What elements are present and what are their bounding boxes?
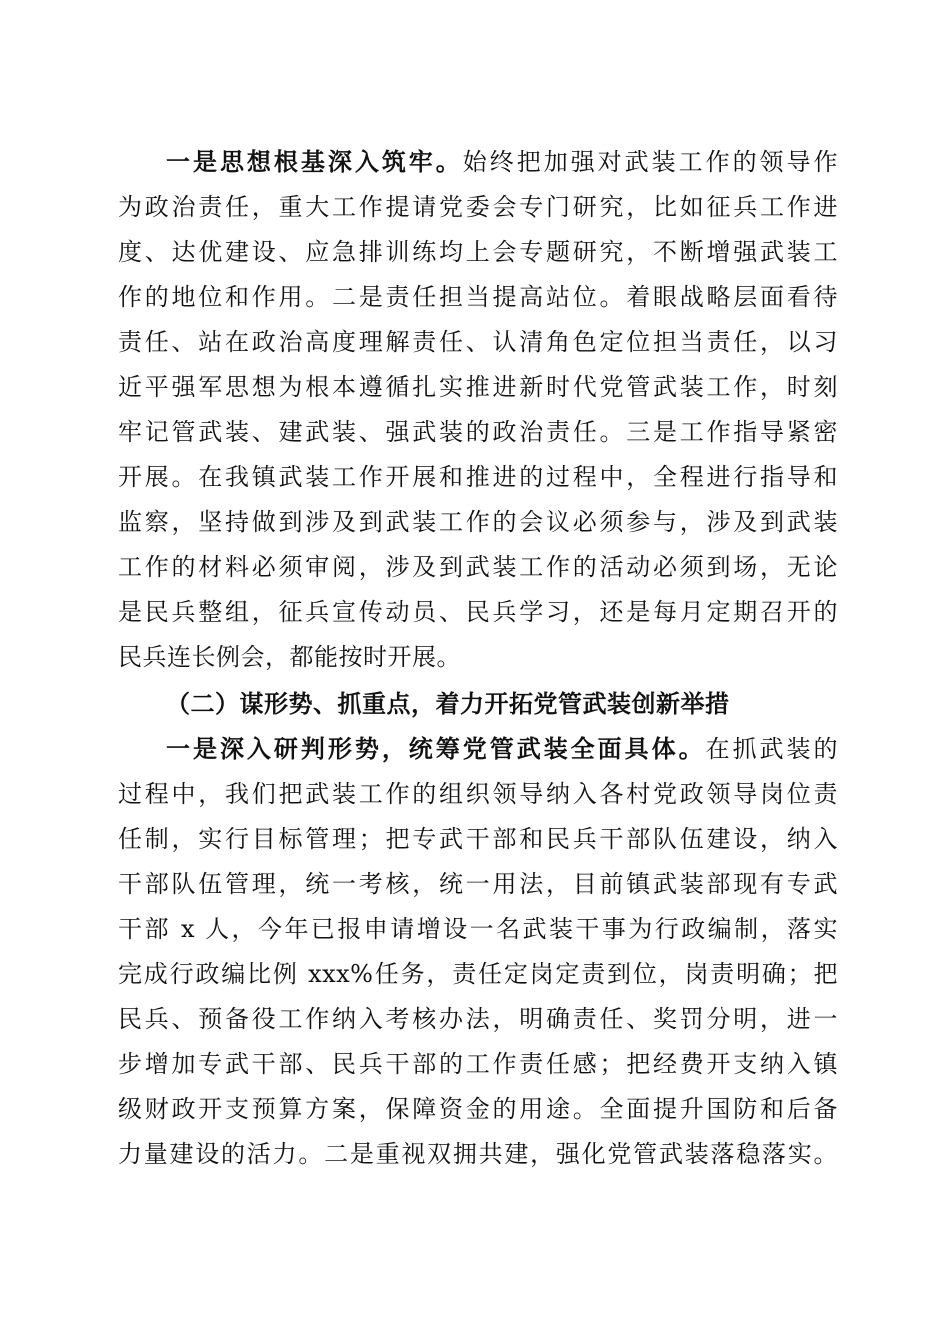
- paragraph2-line-5: 干部 x 人，今年已报申请增设一名武装干事为行政编制，落实: [118, 915, 838, 943]
- paragraph1-line-6: 近平强军思想为根本遵循扎实推进新时代党管武装工作，时刻: [118, 373, 838, 401]
- paragraph1-line-4: 作的地位和作用。二是责任担当提高站位。着眼战略层面看待: [118, 283, 838, 311]
- paragraph1-line-7: 牢记管武装、建武装、强武装的政治责任。三是工作指导紧密: [118, 418, 838, 446]
- paragraph1-line-1: [166, 140, 838, 184]
- paragraph2-line-2: 过程中，我们把武装工作的组织领导纳入各村党政领导岗位责: [118, 780, 838, 808]
- paragraph1-line-8: 开展。在我镇武装工作开展和推进的过程中，全程进行指导和: [118, 463, 838, 491]
- paragraph2-line-8: 步增加专武干部、民兵干部的工作责任感；把经费开支纳入镇: [118, 1050, 838, 1078]
- paragraph2-line-9: 级财政开支预算方案，保障资金的用途。全面提升国防和后备: [118, 1095, 838, 1123]
- paragraph1-line-11: 是民兵整组，征兵宣传动员、民兵学习，还是每月定期召开的: [118, 598, 838, 626]
- paragraph1-lead: 一是思想根基深入筑牢。: [166, 147, 463, 176]
- paragraph1-line-1-text: 始终把加强对武装工作的领导作: [462, 148, 839, 176]
- paragraph1-line-10: 工作的材料必须审阅，涉及到武装工作的活动必须到场，无论: [118, 553, 838, 581]
- paragraph2-line-1: [166, 727, 838, 771]
- paragraph1-line-2: 为政治责任，重大工作提请党委会专门研究，比如征兵工作进: [118, 193, 838, 221]
- paragraph1-line-3: 度、达优建设、应急排训练均上会专题研究，不断增强武装工: [118, 238, 838, 266]
- paragraph1-line-12: 民兵连长例会，都能按时开展。: [118, 643, 461, 671]
- paragraph2-line-10: 力量建设的活力。二是重视双拥共建，强化党管武装落稳落实。: [118, 1140, 838, 1168]
- paragraph1-line-9: 监察，坚持做到涉及到武装工作的会议必须参与，涉及到武装: [118, 508, 838, 536]
- paragraph2-line-3: 任制，实行目标管理；把专武干部和民兵干部队伍建设，纳入: [118, 825, 838, 853]
- paragraph2-line-6: 完成行政编比例 xxx%任务，责任定岗定责到位，岗责明确；把: [118, 960, 838, 988]
- section-heading: （二）谋形势、抓重点，着力开拓党管武装创新举措: [166, 689, 730, 718]
- paragraph1-line-5: 责任、站在政治高度理解责任、认清角色定位担当责任，以习: [118, 328, 838, 356]
- paragraph2-line-7: 民兵、预备役工作纳入考核办法，明确责任、奖罚分明，进一: [118, 1005, 838, 1033]
- paragraph2-line-1-text: 在抓武装的: [705, 735, 839, 763]
- paragraph2-lead: 一是深入研判形势，统筹党管武装全面具体。: [166, 734, 706, 763]
- paragraph2-line-4: 干部队伍管理，统一考核，统一用法，目前镇武装部现有专武: [118, 870, 838, 898]
